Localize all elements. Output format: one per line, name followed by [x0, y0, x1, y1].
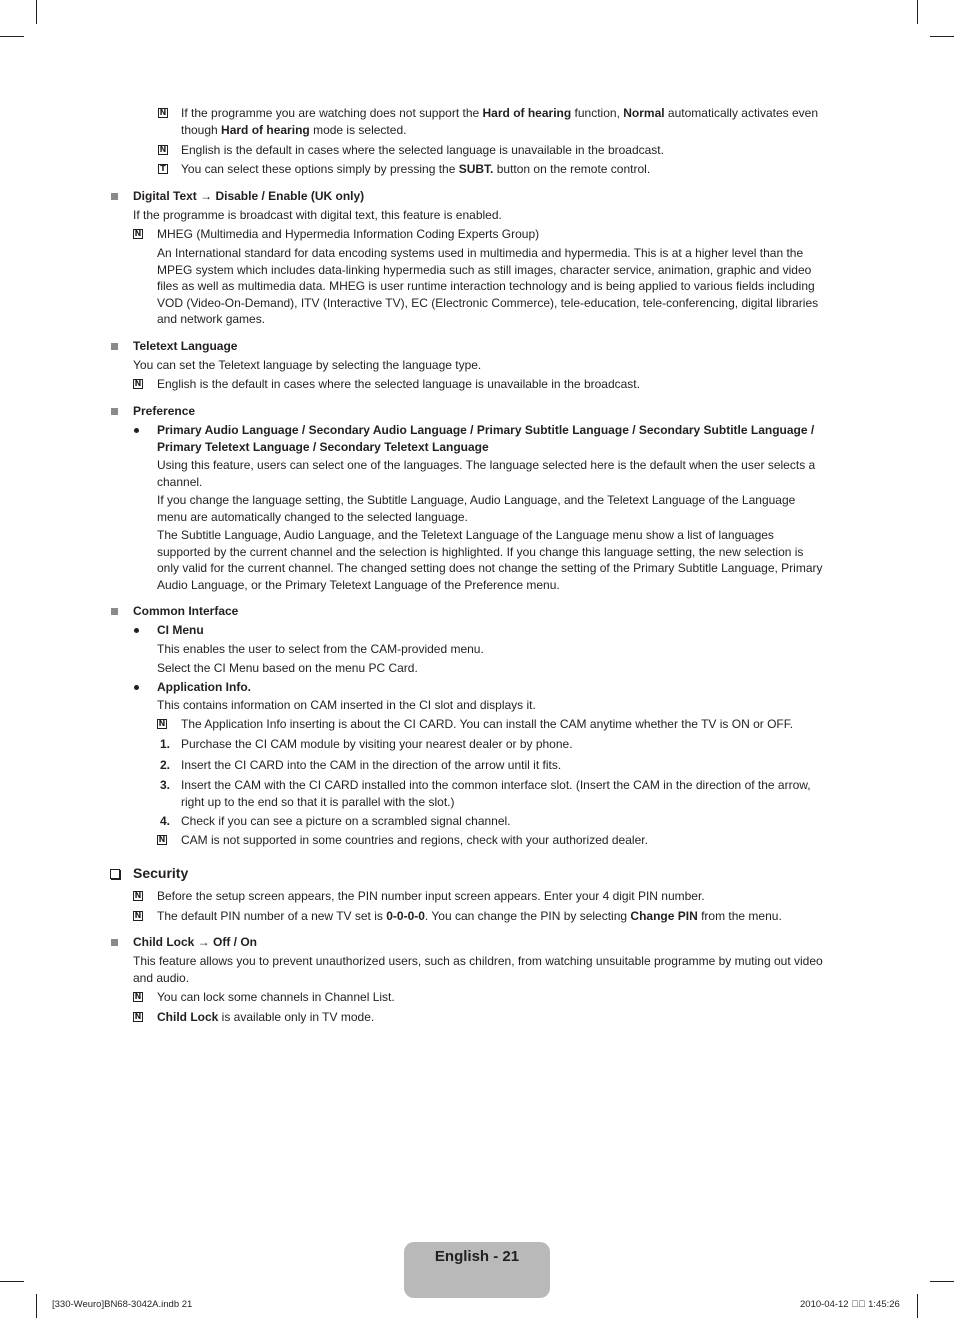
tip-icon: T [158, 164, 168, 174]
step-text: Purchase the CI CAM module by visiting your nearest dealer or by phone. [181, 737, 573, 751]
note-icon: N [134, 1012, 142, 1021]
teletext-title: Teletext Language [133, 339, 238, 353]
security-note1: Before the setup screen appears, the PIN number input screen appears. Enter your 4 digit PIN number. [157, 889, 705, 903]
note-subt-button: You can select these options simply by pressing the SUBT. button on the remote control. [181, 162, 651, 176]
note-english-default: English is the default in cases where the selected language is unavailable in the broadcast. [181, 143, 664, 157]
digital-text-desc: If the programme is broadcast with digital text, this feature is enabled. [133, 208, 502, 222]
preference-languages: Primary Audio Language / Secondary Audio Language / Primary Subtitle Language / Secondary Subtitle Language / Primary Teletext Language / Secondary Teletext Language [157, 423, 815, 454]
crop-mark [0, 36, 24, 37]
preference-title: Preference [133, 404, 196, 418]
square-bullet-icon [111, 408, 118, 415]
footer-file-info: [330-Weuro]BN68-3042A.indb 21 [52, 1299, 193, 1310]
note-hard-of-hearing: If the programme you are watching does not support the Hard of hearing function, Normal automatically activates even though Hard of hearing mode is selected. [181, 106, 818, 137]
checkbox-bullet-icon [110, 869, 120, 879]
crop-mark [36, 1294, 37, 1318]
mheg-body: An International standard for data encoding systems used in multimedia and hypermedia. This is at a higher level than the MPEG system which includes data-linking hypermedia such as still images, character service, animation, graphic and video files as well as multimedia data. MHEG is user runtime interaction technology and is being applied to various fields including VOD (Video-On-Demand), ITV (Interactive TV), EC (Electronic Commerce), tele-education, tele-conferencing, digital libraries and network games. [157, 246, 819, 326]
app-info-desc: This contains information on CAM inserted in the CI slot and displays it. [157, 698, 536, 712]
child-lock-desc: This feature allows you to prevent unauthorized users, such as children, from watching unsuitable programme by muting out video and audio. [133, 954, 823, 985]
crop-mark [917, 1294, 918, 1318]
ci-menu-line2: Select the CI Menu based on the menu PC Card. [157, 661, 418, 675]
security-note2: The default PIN number of a new TV set is 0-0-0-0. You can change the PIN by selecting Change PIN from the menu. [157, 909, 782, 923]
round-bullet-icon [134, 685, 139, 690]
note-icon: N [159, 145, 167, 154]
preference-para2: If you change the language setting, the Subtitle Language, Audio Language, and the Teletext Language of the Language menu are automatically changed to the selected language. [157, 493, 796, 524]
preference-para1: Using this feature, users can select one of the languages. The language selected here is the default when the user selects a channel. [157, 458, 816, 489]
child-lock-note2: Child Lock is available only in TV mode. [157, 1010, 375, 1024]
child-lock-title: Child Lock → Off / On [133, 935, 257, 949]
mheg-note: MHEG (Multimedia and Hypermedia Information Coding Experts Group) [157, 227, 540, 241]
step-number: 1. [160, 737, 171, 751]
crop-mark [930, 1281, 954, 1282]
step-number: 4. [160, 814, 171, 828]
round-bullet-icon [134, 428, 139, 433]
step-number: 2. [160, 758, 171, 772]
common-interface-title: Common Interface [133, 604, 239, 618]
footer-timestamp: 2010-04-12 ﾟﾟ 1:45:26 [800, 1299, 900, 1310]
step-text: Check if you can see a picture on a scrambled signal channel. [181, 814, 511, 828]
note-icon: N [158, 835, 166, 844]
note-icon: N [134, 379, 142, 388]
teletext-note: English is the default in cases where the selected language is unavailable in the broadcast. [157, 377, 640, 391]
note-icon: N [134, 891, 142, 900]
crop-mark [36, 0, 37, 24]
security-title: Security [133, 865, 189, 881]
note-icon: N [159, 108, 167, 117]
step-text: Insert the CI CARD into the CAM in the direction of the arrow until it fits. [181, 758, 562, 772]
step-text: Insert the CAM with the CI CARD installed into the common interface slot. (Insert the CAM in the direction of the arrow, right up to the end so that it is parallel with the slot.) [181, 778, 811, 809]
app-info-title: Application Info. [157, 680, 251, 694]
child-lock-note1: You can lock some channels in Channel List. [157, 990, 395, 1004]
teletext-desc: You can set the Teletext language by selecting the language type. [133, 358, 482, 372]
round-bullet-icon [134, 628, 139, 633]
ci-menu-line1: This enables the user to select from the CAM-provided menu. [157, 642, 484, 656]
crop-mark [917, 0, 918, 24]
page-number: English - 21 [434, 1248, 520, 1265]
cam-note: CAM is not supported in some countries and regions, check with your authorized dealer. [181, 833, 648, 847]
square-bullet-icon [111, 343, 118, 350]
square-bullet-icon [111, 193, 118, 200]
crop-mark [0, 1281, 24, 1282]
note-icon: N [134, 992, 142, 1001]
digital-text-title: Digital Text → Disable / Enable (UK only) [133, 189, 365, 203]
square-bullet-icon [111, 939, 118, 946]
note-icon: N [134, 229, 142, 238]
crop-mark [930, 36, 954, 37]
square-bullet-icon [111, 608, 118, 615]
step-number: 3. [160, 778, 171, 792]
ci-menu-title: CI Menu [157, 623, 204, 637]
note-icon: N [158, 719, 166, 728]
preference-para3: The Subtitle Language, Audio Language, and the Teletext Language of the Language menu show a list of languages supported by the current channel and the selection is highlighted. If you change this language setting, the new selection is only valid for the current channel. The changed setting does not change the setting of the Primary Subtitle Language, Primary Audio Language, or the Primary Teletext Language of the Preference menu. [157, 528, 823, 592]
note-icon: N [134, 911, 142, 920]
app-info-note: The Application Info inserting is about the CI CARD. You can install the CAM anytime whether the TV is ON or OFF. [181, 717, 794, 731]
